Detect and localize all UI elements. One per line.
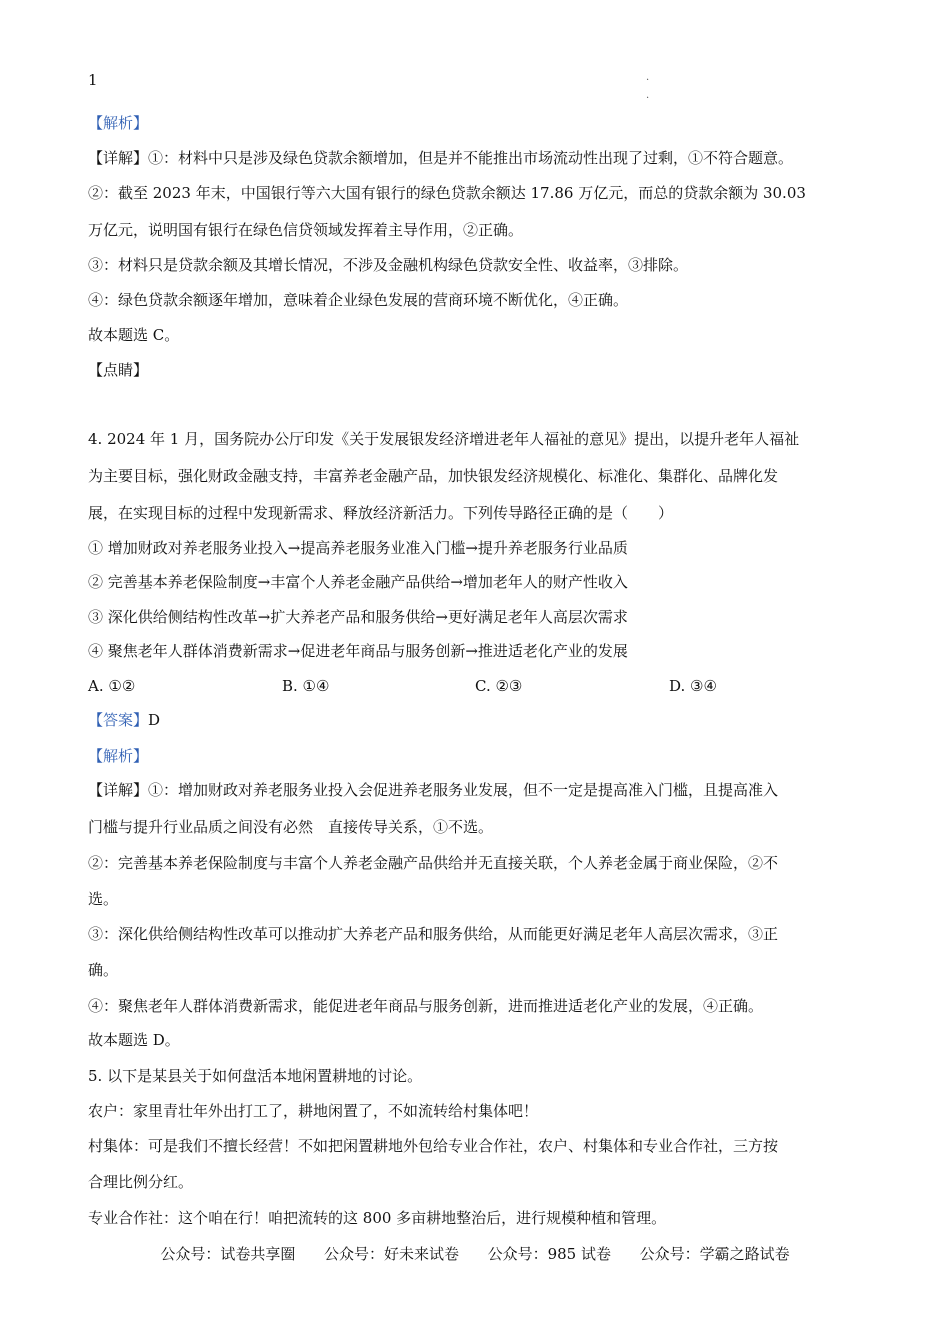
q4-item: ① 增加财政对养老服务业投入→提高养老服务业准入门槛→提升养老服务行业品质: [88, 539, 628, 557]
q4-option-b: B. ①④: [282, 677, 330, 695]
q4-item: ③ 深化供给侧结构性改革→扩大养老产品和服务供给→更好满足老年人高层次需求: [88, 608, 628, 626]
q4-detail-line: [88, 780, 778, 800]
q4-detail-line: ④：聚焦老年人群体消费新需求，能促进老年商品与服务创新，进而推进适老化产业的发展，④正确。: [88, 997, 764, 1015]
q4-conclusion: 故本题选 D。: [88, 1031, 180, 1049]
q4-detail-line: 门槛与提升行业品质之间没有必然 直接传导关系，①不选。: [88, 818, 494, 836]
q4-option-d: D. ③④: [669, 677, 717, 695]
q3-analysis-tag: 【解析】: [88, 114, 149, 132]
q4-analysis-tag: 【解析】: [88, 747, 149, 765]
q4-detail-text: ①：增加财政对养老服务业投入会促进养老服务业发展，但不一定是提高准入门槛，且提高准入: [148, 781, 779, 799]
q3-detail-line: [88, 148, 793, 168]
q5-dialogue-line: 合理比例分红。: [88, 1173, 194, 1191]
q4-detail-line: 确。: [88, 961, 119, 979]
q4-detail-line: 选。: [88, 890, 119, 908]
scan-dot: .: [646, 72, 650, 83]
q3-detail-tag: 【详解】: [88, 149, 149, 167]
q3-detail-line: ②：截至 2023 年末，中国银行等六大国有银行的绿色贷款余额达 17.86 万亿元，而总的贷款余额为 30.03: [88, 184, 806, 202]
q4-option-c: C. ②③: [475, 677, 523, 695]
q5-stem: 5. 以下是某县关于如何盘活本地闲置耕地的讨论。: [88, 1067, 423, 1085]
q4-option-a: A. ①②: [88, 677, 136, 695]
q4-detail-line: ②：完善基本养老保险制度与丰富个人养老金融产品供给并无直接关联，个人养老金属于商业保险，②不: [88, 854, 779, 872]
q4-item: ② 完善基本养老保险制度→丰富个人养老金融产品供给→增加老年人的财产性收入: [88, 573, 628, 591]
q4-stem-line: 展，在实现目标的过程中发现新需求、释放经济新活力。下列传导路径正确的是（ ）: [88, 504, 674, 522]
q4-detail-line: ③：深化供给侧结构性改革可以推动扩大养老产品和服务供给，从而能更好满足老年人高层次需求，③正: [88, 925, 779, 943]
q3-detail-text: ①：材料中只是涉及绿色贷款余额增加，但是并不能推出市场流动性出现了过剩，①不符合题意。: [148, 149, 794, 167]
q3-detail-line: ④：绿色贷款余额逐年增加，意味着企业绿色发展的营商环境不断优化，④正确。: [88, 291, 629, 309]
q3-conclusion: 故本题选 C。: [88, 326, 180, 344]
q4-detail-tag: 【详解】: [88, 781, 149, 799]
scan-dot: .: [646, 90, 650, 101]
q4-stem-line: 为主要目标，强化财政金融支持，丰富养老金融产品，加快银发经济规模化、标准化、集群化、品牌化发: [88, 467, 779, 485]
q3-detail-line: 万亿元，说明国有银行在绿色信贷领域发挥着主导作用，②正确。: [88, 221, 524, 239]
q5-dialogue-line: 农户：家里青壮年外出打工了，耕地闲置了，不如流转给村集体吧！: [88, 1102, 539, 1120]
q5-dialogue-line: 专业合作社：这个咱在行！咱把流转的这 800 多亩耕地整治后，进行规模种植和管理。: [88, 1209, 667, 1227]
page-number: 1: [88, 71, 98, 89]
q4-item: ④ 聚焦老年人群体消费新需求→促进老年商品与服务创新→推进适老化产业的发展: [88, 642, 628, 660]
q4-answer-value: D: [148, 711, 161, 729]
q4-answer-tag: 【答案】: [88, 711, 149, 729]
q4-stem-line: 4. 2024 年 1 月，国务院办公厅印发《关于发展银发经济增进老年人福祉的意见》提出，以提升老年人福祉: [88, 430, 800, 448]
q5-dialogue-line: 村集体：可是我们不擅长经营！不如把闲置耕地外包给专业合作社，农户、村集体和专业合作社，三方按: [88, 1137, 779, 1155]
q3-detail-line: ③：材料只是贷款余额及其增长情况，不涉及金融机构绿色贷款安全性、收益率，③排除。: [88, 256, 689, 274]
q4-answer-line: [88, 710, 160, 730]
page-footer: 公众号：试卷共享圈 公众号：好未来试卷 公众号：985 试卷 公众号：学霸之路试卷: [160, 1245, 790, 1263]
q3-comment-tag: 【点睛】: [88, 361, 149, 379]
